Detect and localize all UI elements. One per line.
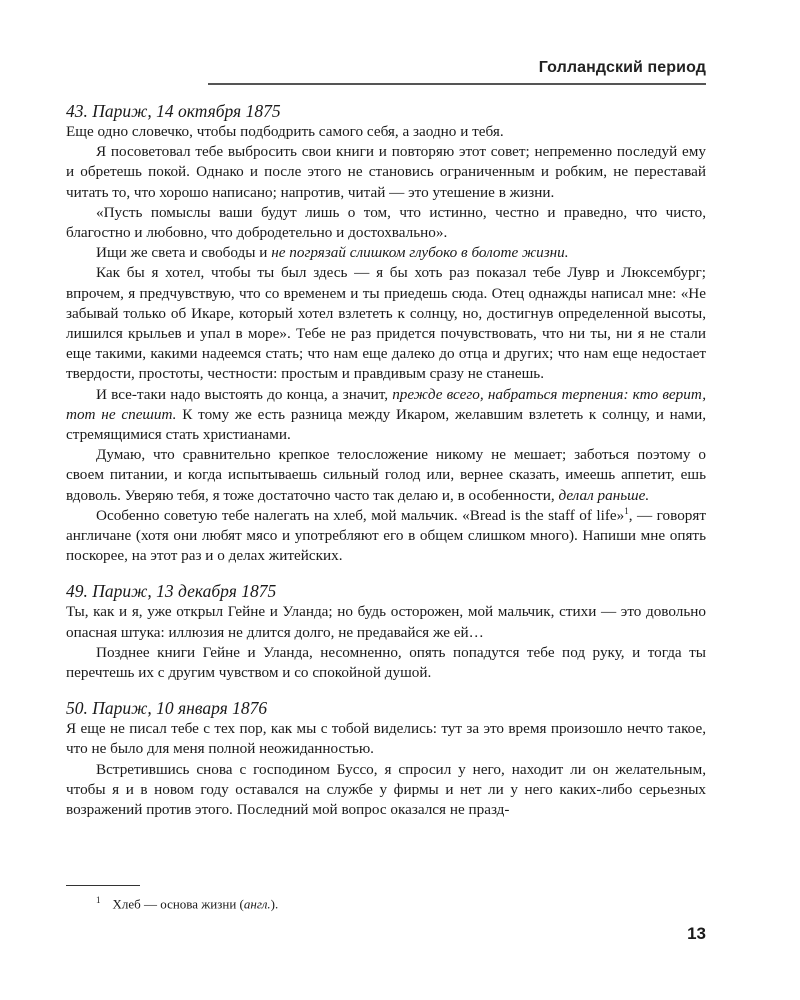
text-run: Ты, как и я, уже открыл Гейне и Уланда; но будь осторожен, мой мальчик, стихи — это довольно опасная штука: иллюзия не длится долго, не предавайся же ей… bbox=[66, 603, 706, 641]
paragraph bbox=[66, 243, 706, 263]
italic-text: не погрязай слишком глубоко в болоте жизни. bbox=[271, 244, 569, 262]
paragraph bbox=[66, 122, 706, 142]
italic-text: прежде всего, набраться терпения: кто верит, тот не спешит. bbox=[66, 385, 706, 423]
page-body bbox=[66, 100, 706, 834]
page-number: 13 bbox=[687, 924, 706, 943]
text-run: Еще одно словечко, чтобы подбодрить самого себя, а заодно и тебя. bbox=[66, 123, 504, 140]
letter-heading: 43. Париж, 14 октября 1875 bbox=[66, 101, 281, 121]
text-run: К тому же есть разница между Икаром, желавшим взлететь к солнцу, и нами, стремящимися стать христианами. bbox=[66, 405, 707, 444]
text-run: Встретившись снова с господином Буссо, я спросил у него, находит ли он желательным, чтобы я и в новом году оставался на службе у фирмы и нет ли у него каких-либо серьезных возражений против этого. Последний мой вопрос оказался не празд- bbox=[66, 760, 706, 819]
footnote-text-italic: англ. bbox=[243, 896, 271, 912]
footnote-text-after: ). bbox=[270, 896, 279, 912]
text-run: «Пусть помыслы ваши будут лишь о том, что истинно, честно и праведно, что чисто, благостно и любовно, что добродетельно и достохвально». bbox=[66, 203, 706, 242]
paragraph bbox=[66, 203, 706, 243]
text-run: Думаю, что сравнительно крепкое телосложение никому не мешает; заботься поэтому о своем питании, и когда испытываешь сильный голод или, вернее сказать, имеешь аппетит, ешь вдоволь. Уверяю тебя, я тоже достаточно часто так делаю и, в особенности, bbox=[66, 446, 706, 504]
letter-section bbox=[66, 100, 706, 566]
header-rule bbox=[208, 83, 706, 85]
text-run: Ищи же света и свободы и bbox=[96, 244, 272, 262]
footnote bbox=[96, 892, 696, 912]
text-run: Я посоветовал тебе выбросить свои книги и повторяю этот совет; непременно последуй ему и обретешь покой. Однако и после этого не становись ограниченным и робким, не переставай читать то, что хорошо написано; напротив, читай — это утешение в жизни. bbox=[66, 143, 706, 201]
text-run: Позднее книги Гейне и Уланда, несомненно, опять попадутся тебе под руку, и тогда ты перечтешь их с другим чувством и со спокойной душой. bbox=[66, 643, 706, 682]
paragraph bbox=[66, 142, 706, 203]
footnote-rule bbox=[66, 885, 140, 886]
text-run: Особенно советую тебе налегать на хлеб, мой мальчик. «Bread is the staff of life» bbox=[96, 506, 625, 524]
footnote-reference[interactable]: 1 bbox=[624, 505, 629, 516]
running-header-title: Голландский период bbox=[538, 59, 706, 76]
paragraph bbox=[66, 263, 706, 384]
paragraph bbox=[66, 602, 706, 642]
letter-section bbox=[66, 697, 706, 820]
paragraph bbox=[66, 506, 706, 567]
footnote-number: 1 bbox=[96, 895, 101, 905]
paragraph bbox=[66, 719, 706, 759]
footnote-text-before: Хлеб — основа жизни ( bbox=[112, 896, 244, 912]
letter-heading: 50. Париж, 10 января 1876 bbox=[66, 698, 268, 719]
paragraph bbox=[66, 643, 706, 683]
paragraph bbox=[66, 385, 706, 446]
paragraph bbox=[66, 445, 706, 506]
text-run: И все-таки надо выстоять до конца, а значит, bbox=[96, 385, 393, 403]
italic-text: делал раньше. bbox=[558, 486, 650, 504]
paragraph bbox=[66, 760, 706, 821]
text-run: Я еще не писал тебе с тех пор, как мы с тобой виделись: тут за это время произошло нечто такое, что не было для меня полной неожиданностью. bbox=[66, 720, 706, 758]
text-run: , — говорят англичане (хотя они любят мясо и употребляют его в общем слишком много). Напиши мне опять поскорее, на этот раз и о делах житейских. bbox=[66, 506, 707, 565]
letter-heading: 49. Париж, 13 декабря 1875 bbox=[66, 581, 277, 602]
running-header bbox=[208, 58, 706, 85]
text-run: Как бы я хотел, чтобы ты был здесь — я бы хоть раз показал тебе Лувр и Люксембург; впрочем, я предчувствую, что со временем и ты приедешь сюда. Отец однажды написал мне: «Не забывай только об Икаре, который хотел взлететь к солнцу, но, достигнув определенной высоты, лишился крыльев и упал в море». Тебе не раз придется почувствовать, что ни ты, ни я не стали еще такими, какими надеемся стать; что нам еще далеко до отца и других; что нам еще недостает твердости, простоты, честности: простым и правдивым сразу не станешь. bbox=[66, 264, 706, 383]
letter-section bbox=[66, 580, 706, 683]
